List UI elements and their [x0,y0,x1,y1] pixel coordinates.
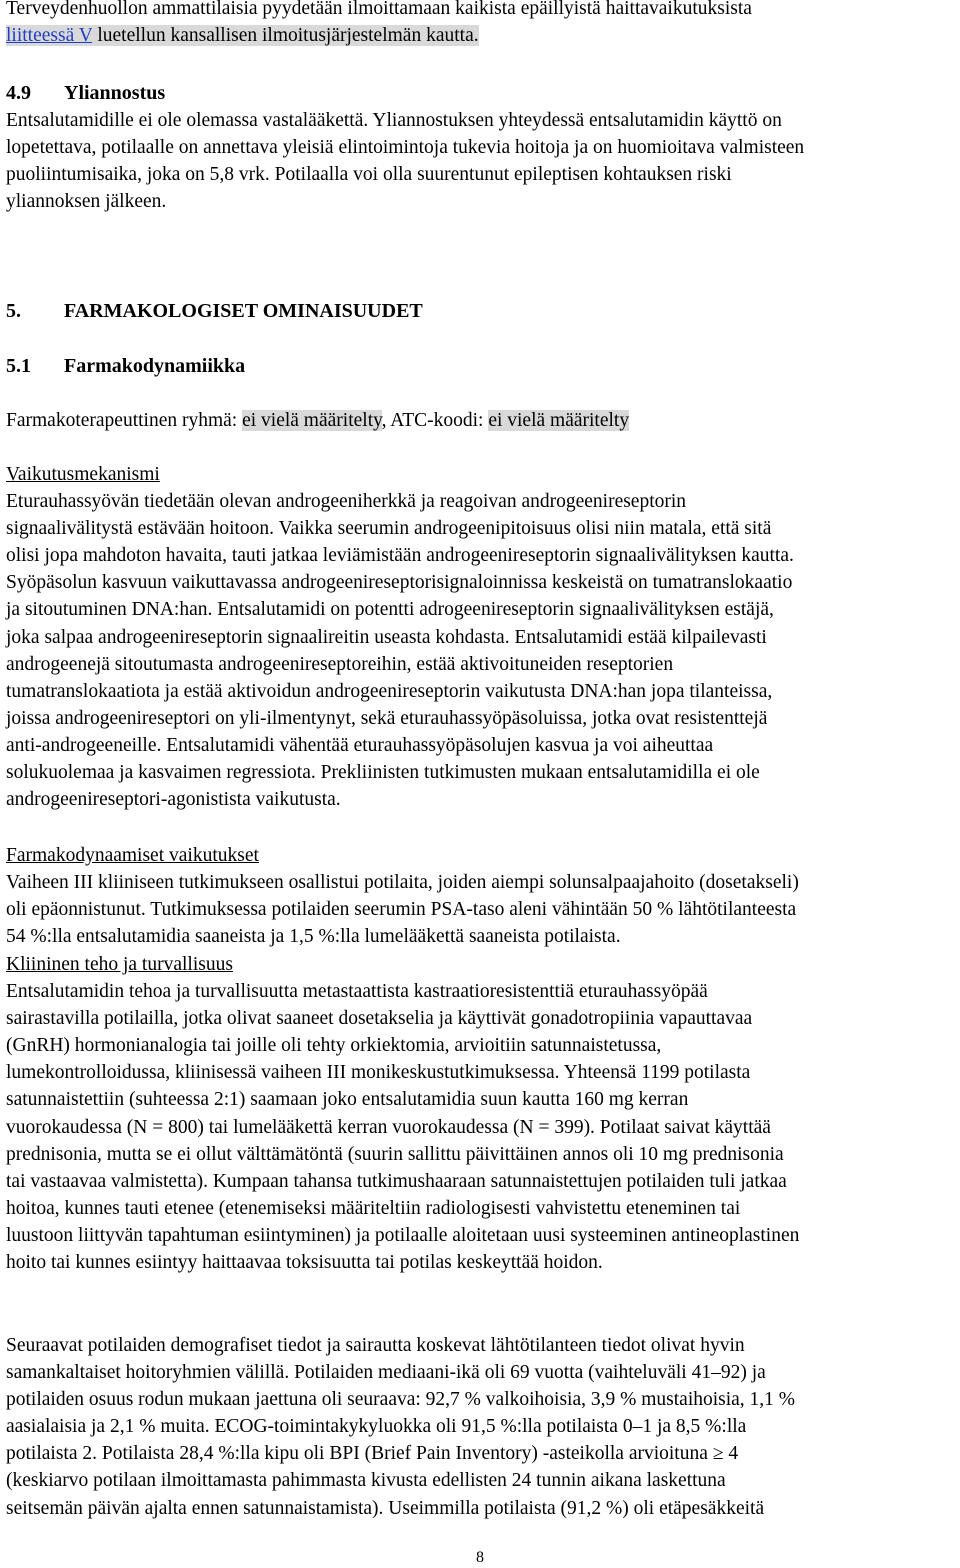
demographics-paragraph [6,1332,958,1522]
group-label: Farmakoterapeuttinen ryhmä: [6,410,243,431]
clinical-efficacy-section [6,951,958,1276]
text-line: potilaista 2. Potilaista 28,4 %:lla kipu oli BPI (Brief Pain Inventory) -asteikolla arvioituna ≥ 4 [6,1443,739,1465]
text-line: prednisonia, mutta se ei ollut välttämätöntä (suurin sallittu päivittäinen annos oli 10 mg prednisonia [6,1143,784,1165]
text-line: sairastavilla potilailla, jotka olivat saaneet dosetakselia ja käyttivät gonadotropiinia vapauttavaa [6,1008,753,1030]
pharmacodynamic-effects-section [6,842,958,950]
atc-value: ei vielä määritelty [488,410,630,431]
section-title: FARMAKOLOGISET OMINAISUUDET [64,300,423,322]
text-line: solukuolemaa ja kasvaimen regressiota. Prekliinisten tutkimusten mukaan entsalutamidilla ei ole [6,762,760,784]
text-line [6,407,958,434]
text-line: lumekontrolloidussa, kliinisessä vaiheen III monikeskustutkimuksessa. Yhteensä 1199 potilasta [6,1062,751,1084]
text-line: joka salpaa androgeenireseptorin signaalireitin useasta kohdasta. Entsalutamidi estää kilpailevasti [6,626,767,648]
section-number: 4.9 [6,82,31,104]
text-line: Vaiheen III kliiniseen tutkimukseen osallistui potilaita, joiden aiempi solunsalpaajahoito (dosetakseli) [6,872,799,894]
text-line: satunnaistettiin (suhteessa 2:1) saamaan joko entsalutamidia suun kautta 160 mg kerran [6,1089,689,1111]
text-line: 54 %:lla entsalutamidia saaneista ja 1,5 %:lla lumelääkettä saaneista potilaista. [6,926,621,948]
section-5-1-heading [6,353,958,380]
text-line: (GnRH) hormonianalogia tai joille oli tehty orkiektomia, arvioitiin satunnaistetussa, [6,1035,662,1057]
text-line: potilaiden osuus rodun mukaan jaettuna oli seuraava: 92,7 % valkoihoisia, 3,9 % mustaihoisia, 1,1 % [6,1389,796,1411]
section-title: Farmakodynamiikka [64,355,246,377]
group-value: ei vielä määritelty [242,410,382,431]
atc-label: , ATC-koodi: [381,410,489,431]
text-line: Syöpäsolun kasvuun vaikuttavassa androgeenireseptorisignaloinnissa keskeistä on tumatranslokaatio [6,572,793,594]
text-line: Entsalutamidin tehoa ja turvallisuutta metastaattista kastraatioresistenttiä eturauhassyöpää [6,981,708,1003]
subsection-heading: Farmakodynaamiset vaikutukset [6,845,259,866]
intro-paragraph [6,0,958,49]
text-line: anti-androgeeneille. Entsalutamidi vähentää eturauhassyöpäsolujen kasvua ja voi aiheuttaa [6,734,714,756]
text-line: olisi jopa mahdoton havaita, tauti jatkaa leviämistään androgeenireseptorin signaalivälityksen kautta. [6,545,794,567]
text-line: luustoon liittyvän tapahtuman esiintyminen) ja potilaalle aloitetaan uusi systeeminen antineoplastinen [6,1224,800,1246]
subsection-heading: Kliininen teho ja turvallisuus [6,954,233,975]
text-line: joissa androgeenireseptori on yli-ilmentynyt, sekä eturauhassyöpäsoluissa, jotka ovat resistenttejä [6,707,768,729]
text-line [6,22,958,49]
text-line: puoliintumisaika, joka on 5,8 vrk. Potilaalla voi olla suurentunut epileptisen kohtauksen riski [6,164,732,186]
text-fragment: luetellun kansallisen ilmoitusjärjestelmän kautta. [92,25,479,47]
overdose-paragraph [6,107,958,215]
text-line: signaalivälitystä estävään hoitoon. Vaikka seerumin androgeenipitoisuus olisi niin matala, että sitä [6,518,772,540]
page-number: 8 [476,1549,484,1566]
section-4-9-heading [6,80,958,107]
text-line: oli epäonnistunut. Tutkimuksessa potilaiden seerumin PSA-taso aleni vähintään 50 % lähtötilanteesta [6,899,797,921]
text-line: vuorokaudessa (N = 800) tai lumelääkettä kerran vuorokaudessa (N = 399). Potilaat saivat käyttää [6,1116,771,1138]
section-number: 5. [6,300,21,322]
text-line: tai vastaavaa valmistetta). Kumpaan tahansa tutkimushaaraan satunnaistettujen potilaiden tuli jatkaa [6,1170,787,1192]
text-line: Seuraavat potilaiden demografiset tiedot ja sairautta koskevat lähtötilanteen tiedot olivat hyvin [6,1335,745,1356]
text-line: samankaltaiset hoitoryhmien välillä. Potilaiden mediaani-ikä oli 69 vuotta (vaihteluväli 41–92) ja [6,1362,766,1384]
text-line: seitsemän päivän ajalta ennen satunnaistamista). Useimmilla potilaista (91,2 %) oli etäpesäkkeitä [6,1497,765,1519]
text-line: hoito tai kunnes esiintyy haittaavaa toksisuutta tai potilas keskeyttää hoidon. [6,1252,603,1274]
text-line: (keskiarvo potilaan ilmoittamasta pahimmasta kivusta edellisten 24 tunnin aikana laskettuna [6,1470,726,1492]
text-line: androgeenejä sitoutumasta androgeenireseptoreihin, estää aktivoituneiden reseptorien [6,653,674,675]
appendix-v-link[interactable]: liitteessä V [6,25,93,47]
text-line: hoitoa, kunnes tauti etenee (etenemiseksi määriteltiin radiologisesti vahvistettu eteneminen tai [6,1197,741,1219]
text-line: lopetettava, potilaalle on annettava yleisiä elintoimintoja tukevia hoitoja ja on huomioitava valmisteen [6,137,805,159]
section-number: 5.1 [6,355,31,377]
text-line: aasialaisia ja 2,1 % muita. ECOG-toimintakykyluokka oli 91,5 %:lla potilaista 0–1 ja 8,5 %:lla [6,1416,747,1438]
section-title: Yliannostus [64,82,166,104]
text-line: Entsalutamidille ei ole olemassa vastalääkettä. Yliannostuksen yhteydessä entsalutamidin käyttö on [6,110,782,131]
subsection-heading: Vaikutusmekanismi [6,464,160,485]
section-5-heading [6,298,958,325]
text-line: Eturauhassyövän tiedetään olevan androgeeniherkkä ja reagoivan androgeenireseptorin [6,491,687,513]
mechanism-section [6,461,958,813]
text-line: Terveydenhuollon ammattilaisia pyydetään ilmoittamaan kaikista epäillyistä haittavaikutuksista [6,0,752,19]
text-line: ja sitoutuminen DNA:han. Entsalutamidi on potentti adrogeenireseptorin signaalivälityksen estäjä, [6,599,774,621]
text-line: androgeenireseptori-agonistista vaikutusta. [6,789,341,811]
text-line: yliannoksen jälkeen. [6,191,167,213]
text-line: tumatranslokaatiota ja estää aktivoidun androgeenireseptorin vaikutusta DNA:han jopa tilanteissa, [6,680,773,702]
pharmacotherapeutic-group [6,407,958,434]
